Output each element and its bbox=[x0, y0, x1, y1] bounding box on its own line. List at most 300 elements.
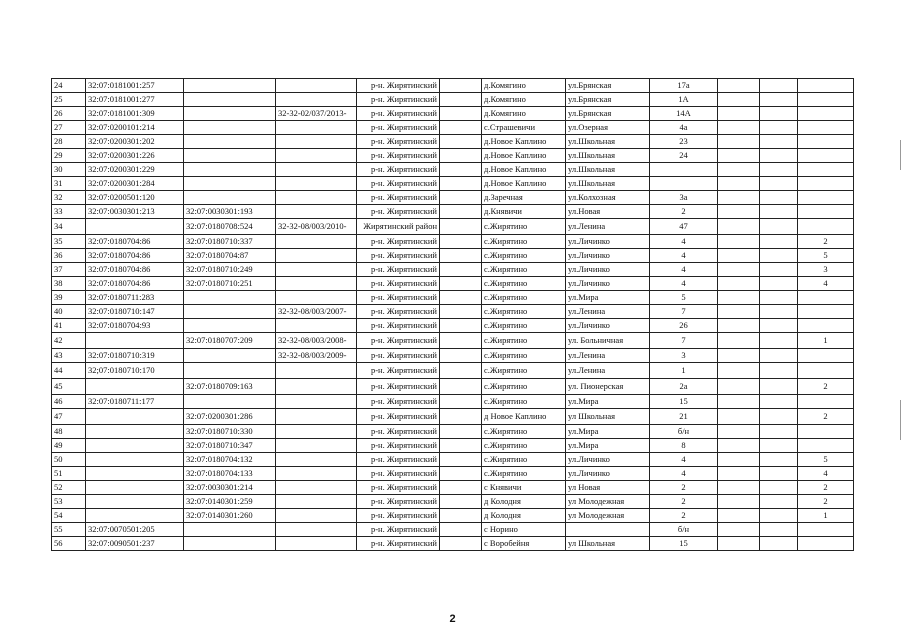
cadastral-number-cell: 32:07:0180710:319 bbox=[86, 349, 184, 363]
registration-record-cell bbox=[276, 277, 357, 291]
street-cell: ул.Новая bbox=[566, 205, 650, 219]
registration-record-cell bbox=[276, 205, 357, 219]
row-number-cell: 37 bbox=[52, 263, 86, 277]
district-cell: р-н. Жирятинский bbox=[357, 205, 440, 219]
row-number-cell: 24 bbox=[52, 79, 86, 93]
table-row bbox=[52, 333, 854, 349]
row-number-cell: 51 bbox=[52, 467, 86, 481]
parent-cadastral-cell bbox=[184, 135, 276, 149]
registration-record-cell: 32-32-02/037/2013- bbox=[276, 107, 357, 121]
apartment-number-cell: 2 bbox=[798, 481, 854, 495]
empty-cell bbox=[718, 291, 760, 305]
cadastral-number-cell: 32:07:0181001:257 bbox=[86, 79, 184, 93]
row-number-cell: 50 bbox=[52, 453, 86, 467]
empty-cell bbox=[718, 249, 760, 263]
house-number-cell: 3 bbox=[650, 349, 718, 363]
house-number-cell: 2 bbox=[650, 495, 718, 509]
settlement-cell: с.Жирятино bbox=[482, 349, 566, 363]
cadastral-number-cell bbox=[86, 509, 184, 523]
cadastral-number-cell bbox=[86, 409, 184, 425]
empty-cell bbox=[718, 537, 760, 551]
empty-cell bbox=[718, 93, 760, 107]
empty-cell bbox=[440, 409, 482, 425]
cadastral-number-cell bbox=[86, 467, 184, 481]
registration-record-cell bbox=[276, 135, 357, 149]
row-number-cell: 39 bbox=[52, 291, 86, 305]
settlement-cell: с.Жирятино bbox=[482, 425, 566, 439]
apartment-number-cell: 1 bbox=[798, 333, 854, 349]
table-row bbox=[52, 177, 854, 191]
table-row bbox=[52, 537, 854, 551]
apartment-number-cell bbox=[798, 219, 854, 235]
empty-cell bbox=[440, 467, 482, 481]
parent-cadastral-cell: 32:07:0180710:347 bbox=[184, 439, 276, 453]
empty-cell bbox=[440, 319, 482, 333]
settlement-cell: с.Жирятино bbox=[482, 219, 566, 235]
settlement-cell: д.Новое Каплино bbox=[482, 149, 566, 163]
district-cell: р-н. Жирятинский bbox=[357, 333, 440, 349]
empty-cell bbox=[760, 439, 798, 453]
empty-cell bbox=[718, 149, 760, 163]
district-cell: р-н. Жирятинский bbox=[357, 349, 440, 363]
apartment-number-cell bbox=[798, 149, 854, 163]
parent-cadastral-cell: 32:07:0180707:209 bbox=[184, 333, 276, 349]
house-number-cell: 2 bbox=[650, 481, 718, 495]
parent-cadastral-cell bbox=[184, 121, 276, 135]
row-number-cell: 53 bbox=[52, 495, 86, 509]
empty-cell bbox=[760, 409, 798, 425]
registration-record-cell bbox=[276, 537, 357, 551]
empty-cell bbox=[760, 93, 798, 107]
empty-cell bbox=[760, 509, 798, 523]
settlement-cell: д.Комягино bbox=[482, 93, 566, 107]
empty-cell bbox=[718, 395, 760, 409]
row-number-cell: 35 bbox=[52, 235, 86, 249]
table-row bbox=[52, 277, 854, 291]
apartment-number-cell bbox=[798, 121, 854, 135]
street-cell: ул.Брянская bbox=[566, 79, 650, 93]
house-number-cell: 2а bbox=[650, 379, 718, 395]
empty-cell bbox=[760, 379, 798, 395]
apartment-number-cell bbox=[798, 363, 854, 379]
registration-record-cell: 32-32-08/003/2008- bbox=[276, 333, 357, 349]
empty-cell bbox=[760, 453, 798, 467]
empty-cell bbox=[440, 121, 482, 135]
empty-cell bbox=[760, 263, 798, 277]
street-cell: ул.Личинко bbox=[566, 453, 650, 467]
row-number-cell: 26 bbox=[52, 107, 86, 121]
table-row bbox=[52, 263, 854, 277]
settlement-cell: с.Жирятино bbox=[482, 363, 566, 379]
empty-cell bbox=[718, 191, 760, 205]
table-row bbox=[52, 395, 854, 409]
cadastral-number-cell: 32:07:0200501:120 bbox=[86, 191, 184, 205]
street-cell: ул.Колхозная bbox=[566, 191, 650, 205]
empty-cell bbox=[440, 163, 482, 177]
registration-record-cell: 32-32-08/003/2009- bbox=[276, 349, 357, 363]
district-cell: р-н. Жирятинский bbox=[357, 191, 440, 205]
empty-cell bbox=[718, 107, 760, 121]
registration-record-cell: 32-32-08/003/2010- bbox=[276, 219, 357, 235]
registration-record-cell bbox=[276, 235, 357, 249]
empty-cell bbox=[440, 177, 482, 191]
empty-cell bbox=[718, 481, 760, 495]
street-cell: ул. Пионерская bbox=[566, 379, 650, 395]
empty-cell bbox=[440, 93, 482, 107]
table-row bbox=[52, 509, 854, 523]
row-number-cell: 38 bbox=[52, 277, 86, 291]
table-row bbox=[52, 481, 854, 495]
settlement-cell: с.Жирятино bbox=[482, 291, 566, 305]
cadastral-number-cell: 32:07:0200301:226 bbox=[86, 149, 184, 163]
house-number-cell: 7 bbox=[650, 305, 718, 319]
table-row bbox=[52, 379, 854, 395]
apartment-number-cell bbox=[798, 349, 854, 363]
apartment-number-cell: 4 bbox=[798, 277, 854, 291]
house-number-cell: 4 bbox=[650, 467, 718, 481]
row-number-cell: 42 bbox=[52, 333, 86, 349]
settlement-cell: д.Комягино bbox=[482, 79, 566, 93]
street-cell: ул.Мира bbox=[566, 395, 650, 409]
row-number-cell: 41 bbox=[52, 319, 86, 333]
district-cell: р-н. Жирятинский bbox=[357, 379, 440, 395]
district-cell: р-н. Жирятинский bbox=[357, 495, 440, 509]
registration-record-cell bbox=[276, 163, 357, 177]
registration-record-cell bbox=[276, 93, 357, 107]
registration-record-cell bbox=[276, 191, 357, 205]
settlement-cell: д.Княвичи bbox=[482, 205, 566, 219]
empty-cell bbox=[440, 425, 482, 439]
table-row bbox=[52, 249, 854, 263]
empty-cell bbox=[718, 235, 760, 249]
empty-cell bbox=[760, 277, 798, 291]
house-number-cell: 47 bbox=[650, 219, 718, 235]
settlement-cell: с.Жирятино bbox=[482, 249, 566, 263]
parent-cadastral-cell: 32:07:0180710:251 bbox=[184, 277, 276, 291]
parent-cadastral-cell bbox=[184, 537, 276, 551]
street-cell: ул.Ленина bbox=[566, 219, 650, 235]
registration-record-cell bbox=[276, 149, 357, 163]
apartment-number-cell: 2 bbox=[798, 495, 854, 509]
registration-record-cell bbox=[276, 395, 357, 409]
street-cell: ул.Брянская bbox=[566, 93, 650, 107]
empty-cell bbox=[440, 509, 482, 523]
street-cell: ул.Личинко bbox=[566, 235, 650, 249]
parent-cadastral-cell bbox=[184, 363, 276, 379]
empty-cell bbox=[440, 379, 482, 395]
house-number-cell: 4 bbox=[650, 249, 718, 263]
empty-cell bbox=[440, 363, 482, 379]
row-number-cell: 30 bbox=[52, 163, 86, 177]
apartment-number-cell bbox=[798, 93, 854, 107]
house-number-cell: 4а bbox=[650, 121, 718, 135]
empty-cell bbox=[760, 333, 798, 349]
street-cell: ул.Мира bbox=[566, 425, 650, 439]
registration-record-cell bbox=[276, 121, 357, 135]
table-row bbox=[52, 363, 854, 379]
street-cell: ул.Школьная bbox=[566, 163, 650, 177]
apartment-number-cell bbox=[798, 425, 854, 439]
district-cell: р-н. Жирятинский bbox=[357, 537, 440, 551]
registration-record-cell bbox=[276, 249, 357, 263]
district-cell: р-н. Жирятинский bbox=[357, 409, 440, 425]
registration-record-cell bbox=[276, 495, 357, 509]
table-row bbox=[52, 93, 854, 107]
table-row bbox=[52, 409, 854, 425]
cadastral-number-cell: 32:07:0180704:93 bbox=[86, 319, 184, 333]
cadastral-number-cell bbox=[86, 219, 184, 235]
table-row bbox=[52, 191, 854, 205]
house-number-cell: 4 bbox=[650, 453, 718, 467]
cadastral-number-cell bbox=[86, 481, 184, 495]
cadastral-number-cell: 32:07:0090501:237 bbox=[86, 537, 184, 551]
apartment-number-cell bbox=[798, 135, 854, 149]
parent-cadastral-cell bbox=[184, 523, 276, 537]
empty-cell bbox=[718, 177, 760, 191]
apartment-number-cell bbox=[798, 291, 854, 305]
parent-cadastral-cell: 32:07:0200301:286 bbox=[184, 409, 276, 425]
empty-cell bbox=[440, 523, 482, 537]
street-cell: ул.Личинко bbox=[566, 277, 650, 291]
cadastral-number-cell: 32;07:0180710:170 bbox=[86, 363, 184, 379]
empty-cell bbox=[718, 439, 760, 453]
cadastral-number-cell: 32:07:0200301:284 bbox=[86, 177, 184, 191]
street-cell: ул.Ленина bbox=[566, 305, 650, 319]
empty-cell bbox=[760, 249, 798, 263]
settlement-cell: с.Жирятино bbox=[482, 277, 566, 291]
district-cell: р-н. Жирятинский bbox=[357, 135, 440, 149]
empty-cell bbox=[760, 121, 798, 135]
parent-cadastral-cell: 32:07:0030301:214 bbox=[184, 481, 276, 495]
registration-record-cell bbox=[276, 425, 357, 439]
empty-cell bbox=[440, 263, 482, 277]
street-cell: ул.Ленина bbox=[566, 349, 650, 363]
settlement-cell: д Колодня bbox=[482, 509, 566, 523]
row-number-cell: 48 bbox=[52, 425, 86, 439]
district-cell: р-н. Жирятинский bbox=[357, 263, 440, 277]
street-cell: ул.Мира bbox=[566, 291, 650, 305]
registration-record-cell bbox=[276, 453, 357, 467]
street-cell: ул.Школьная bbox=[566, 149, 650, 163]
empty-cell bbox=[760, 467, 798, 481]
row-number-cell: 43 bbox=[52, 349, 86, 363]
empty-cell bbox=[718, 453, 760, 467]
district-cell: р-н. Жирятинский bbox=[357, 121, 440, 135]
district-cell: р-н. Жирятинский bbox=[357, 177, 440, 191]
empty-cell bbox=[718, 79, 760, 93]
house-number-cell: 24 bbox=[650, 149, 718, 163]
district-cell: р-н. Жирятинский bbox=[357, 509, 440, 523]
apartment-number-cell bbox=[798, 319, 854, 333]
empty-cell bbox=[718, 409, 760, 425]
empty-cell bbox=[760, 523, 798, 537]
district-cell: р-н. Жирятинский bbox=[357, 439, 440, 453]
parent-cadastral-cell: 32:07:0180710:249 bbox=[184, 263, 276, 277]
house-number-cell: 4 bbox=[650, 263, 718, 277]
row-number-cell: 28 bbox=[52, 135, 86, 149]
empty-cell bbox=[718, 219, 760, 235]
parent-cadastral-cell: 32:07:0180704:132 bbox=[184, 453, 276, 467]
apartment-number-cell: 5 bbox=[798, 453, 854, 467]
district-cell: р-н. Жирятинский bbox=[357, 453, 440, 467]
street-cell: ул Новая bbox=[566, 481, 650, 495]
house-number-cell: 23 bbox=[650, 135, 718, 149]
table-row bbox=[52, 79, 854, 93]
house-number-cell: б/н bbox=[650, 523, 718, 537]
apartment-number-cell bbox=[798, 79, 854, 93]
table-row bbox=[52, 305, 854, 319]
table-row bbox=[52, 319, 854, 333]
registration-record-cell bbox=[276, 509, 357, 523]
apartment-number-cell bbox=[798, 537, 854, 551]
parent-cadastral-cell bbox=[184, 93, 276, 107]
house-number-cell: 17а bbox=[650, 79, 718, 93]
empty-cell bbox=[440, 191, 482, 205]
cadastral-number-cell: 32:07:0180704:86 bbox=[86, 263, 184, 277]
street-cell: ул Школьная bbox=[566, 537, 650, 551]
empty-cell bbox=[718, 363, 760, 379]
parent-cadastral-cell: 32:07:0180710:330 bbox=[184, 425, 276, 439]
empty-cell bbox=[760, 481, 798, 495]
table-body bbox=[52, 79, 854, 551]
district-cell: р-н. Жирятинский bbox=[357, 425, 440, 439]
settlement-cell: с.Страшевичи bbox=[482, 121, 566, 135]
apartment-number-cell bbox=[798, 163, 854, 177]
empty-cell bbox=[718, 379, 760, 395]
street-cell: ул. Больничная bbox=[566, 333, 650, 349]
empty-cell bbox=[760, 135, 798, 149]
parent-cadastral-cell bbox=[184, 305, 276, 319]
house-number-cell: 15 bbox=[650, 395, 718, 409]
street-cell: ул.Школьная bbox=[566, 135, 650, 149]
house-number-cell: 1А bbox=[650, 93, 718, 107]
table-row bbox=[52, 121, 854, 135]
table-row bbox=[52, 163, 854, 177]
table-row bbox=[52, 219, 854, 235]
cadastral-number-cell: 32:07:0181001:277 bbox=[86, 93, 184, 107]
table-row bbox=[52, 467, 854, 481]
row-number-cell: 27 bbox=[52, 121, 86, 135]
district-cell: р-н. Жирятинский bbox=[357, 395, 440, 409]
cadastral-number-cell: 32:07:0030301:213 bbox=[86, 205, 184, 219]
table-row bbox=[52, 205, 854, 219]
cadastral-number-cell: 32:07:0180704:86 bbox=[86, 277, 184, 291]
empty-cell bbox=[718, 163, 760, 177]
empty-cell bbox=[718, 495, 760, 509]
empty-cell bbox=[760, 495, 798, 509]
parent-cadastral-cell: 32:07:0180708:524 bbox=[184, 219, 276, 235]
empty-cell bbox=[760, 205, 798, 219]
empty-cell bbox=[440, 349, 482, 363]
row-number-cell: 33 bbox=[52, 205, 86, 219]
settlement-cell: с.Жирятино bbox=[482, 395, 566, 409]
district-cell: р-н. Жирятинский bbox=[357, 277, 440, 291]
house-number-cell: 4 bbox=[650, 235, 718, 249]
settlement-cell: с.Жирятино bbox=[482, 235, 566, 249]
empty-cell bbox=[718, 277, 760, 291]
apartment-number-cell: 1 bbox=[798, 509, 854, 523]
street-cell: ул.Личинко bbox=[566, 263, 650, 277]
district-cell: р-н. Жирятинский bbox=[357, 291, 440, 305]
table-row bbox=[52, 495, 854, 509]
empty-cell bbox=[440, 235, 482, 249]
settlement-cell: с Княвичи bbox=[482, 481, 566, 495]
house-number-cell: 7 bbox=[650, 333, 718, 349]
house-number-cell: 5 bbox=[650, 291, 718, 305]
registration-record-cell bbox=[276, 523, 357, 537]
row-number-cell: 45 bbox=[52, 379, 86, 395]
registration-record-cell: 32-32-08/003/2007- bbox=[276, 305, 357, 319]
registration-record-cell bbox=[276, 481, 357, 495]
empty-cell bbox=[718, 523, 760, 537]
empty-cell bbox=[718, 319, 760, 333]
page-number: 2 bbox=[449, 613, 456, 625]
registration-record-cell bbox=[276, 379, 357, 395]
parent-cadastral-cell: 32:07:0180704:87 bbox=[184, 249, 276, 263]
row-number-cell: 32 bbox=[52, 191, 86, 205]
apartment-number-cell bbox=[798, 523, 854, 537]
house-number-cell: 1 bbox=[650, 363, 718, 379]
empty-cell bbox=[440, 149, 482, 163]
empty-cell bbox=[718, 263, 760, 277]
row-number-cell: 34 bbox=[52, 219, 86, 235]
district-cell: р-н. Жирятинский bbox=[357, 481, 440, 495]
apartment-number-cell: 3 bbox=[798, 263, 854, 277]
row-number-cell: 46 bbox=[52, 395, 86, 409]
district-cell: Жирятинский район bbox=[357, 219, 440, 235]
apartment-number-cell: 2 bbox=[798, 379, 854, 395]
empty-cell bbox=[760, 537, 798, 551]
settlement-cell: д.Заречная bbox=[482, 191, 566, 205]
empty-cell bbox=[718, 121, 760, 135]
house-number-cell: 2 bbox=[650, 509, 718, 523]
parent-cadastral-cell: 32:07:0030301:193 bbox=[184, 205, 276, 219]
cadastral-number-cell: 32:07:0180711:177 bbox=[86, 395, 184, 409]
table-row bbox=[52, 291, 854, 305]
registration-record-cell bbox=[276, 439, 357, 453]
cadastral-number-cell: 32:07:0180704:86 bbox=[86, 249, 184, 263]
parent-cadastral-cell bbox=[184, 149, 276, 163]
table-row bbox=[52, 235, 854, 249]
parent-cadastral-cell bbox=[184, 191, 276, 205]
parent-cadastral-cell bbox=[184, 291, 276, 305]
empty-cell bbox=[760, 395, 798, 409]
settlement-cell: с.Жирятино bbox=[482, 467, 566, 481]
settlement-cell: с.Жирятино bbox=[482, 379, 566, 395]
apartment-number-cell bbox=[798, 305, 854, 319]
table-row bbox=[52, 349, 854, 363]
parent-cadastral-cell: 32:07:0180710:337 bbox=[184, 235, 276, 249]
empty-cell bbox=[760, 191, 798, 205]
row-number-cell: 40 bbox=[52, 305, 86, 319]
settlement-cell: д Колодня bbox=[482, 495, 566, 509]
empty-cell bbox=[440, 333, 482, 349]
empty-cell bbox=[440, 219, 482, 235]
parent-cadastral-cell: 32:07:0180709:163 bbox=[184, 379, 276, 395]
empty-cell bbox=[440, 205, 482, 219]
registration-record-cell bbox=[276, 263, 357, 277]
empty-cell bbox=[718, 509, 760, 523]
empty-cell bbox=[718, 205, 760, 219]
street-cell: ул.Личинко bbox=[566, 467, 650, 481]
parent-cadastral-cell bbox=[184, 163, 276, 177]
empty-cell bbox=[440, 395, 482, 409]
row-number-cell: 36 bbox=[52, 249, 86, 263]
table-row bbox=[52, 149, 854, 163]
empty-cell bbox=[440, 305, 482, 319]
apartment-number-cell bbox=[798, 107, 854, 121]
house-number-cell: 21 bbox=[650, 409, 718, 425]
